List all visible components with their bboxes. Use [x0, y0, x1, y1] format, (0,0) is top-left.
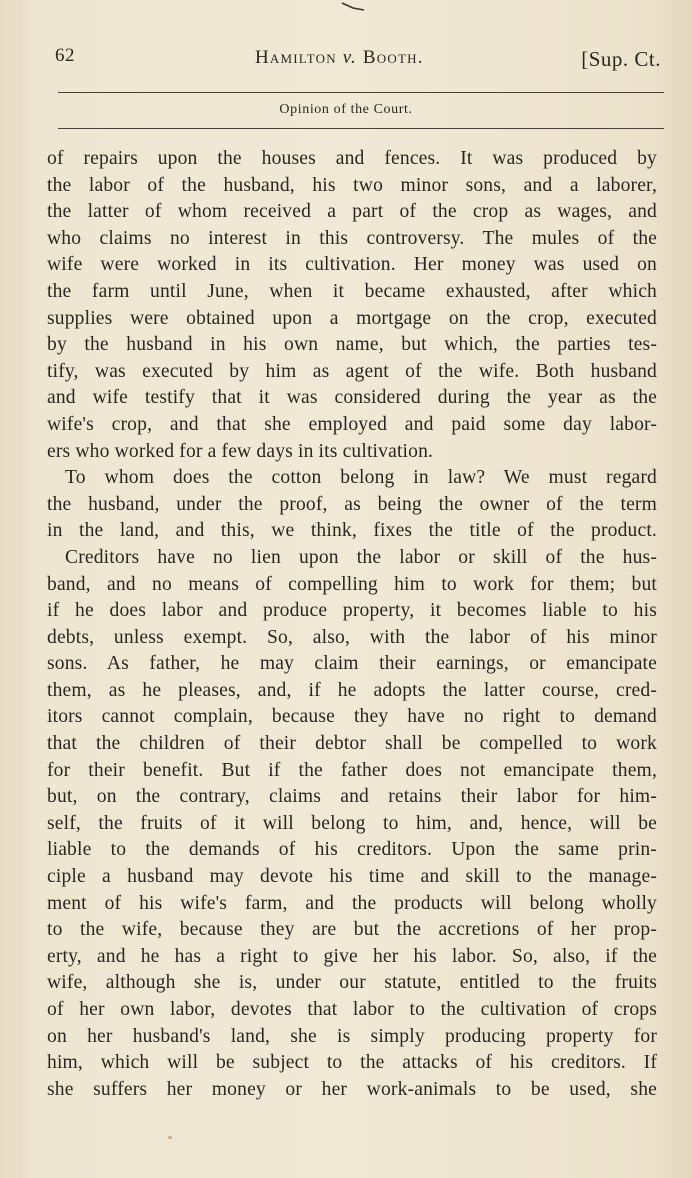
text-line: supplies were obtained upon a mortgage on the crop, executed	[47, 307, 657, 329]
paragraph-start-line: Creditors have no lien upon the labor or skill of the hus-	[65, 546, 657, 568]
opinion-text	[47, 146, 657, 1103]
text-line: of her own labor, devotes that labor to the cultivation of crops	[47, 999, 657, 1020]
text-line: the latter of whom received a part of the crop as wages, and	[47, 201, 657, 223]
text-line: band, and no means of compelling him to work for them; but	[47, 573, 657, 595]
header-rule-top	[58, 92, 664, 93]
running-title	[255, 47, 424, 69]
text-line: if he does labor and produce property, it becomes liable to his	[47, 600, 657, 622]
text-line: in the land, and this, we think, fixes the title of the product.	[47, 520, 657, 542]
text-line: wife's crop, and that she employed and paid some day labor-	[47, 413, 657, 435]
text-line: to the wife, because they are but the accretions of her prop-	[47, 919, 657, 941]
court-label: [Sup. Ct.	[581, 47, 661, 71]
text-line: tify, was executed by him as agent of the wife. Both husband	[47, 360, 657, 382]
text-line: by the husband in his own name, but which, the parties tes-	[47, 334, 657, 356]
section-subheading: Opinion of the Court.	[279, 102, 413, 117]
case-party-right: Booth.	[362, 47, 424, 68]
text-line: that the children of their debtor shall be compelled to work	[47, 733, 657, 755]
text-line: the husband, under the proof, as being the owner of the term	[47, 493, 657, 515]
text-line: wife were worked in its cultivation. Her money was used on	[47, 254, 657, 276]
text-line: who claims no interest in this controversy. The mules of the	[47, 227, 657, 249]
text-line: she suffers her money or her work-animals to be used, she	[47, 1078, 657, 1100]
text-line: on her husband's land, she is simply producing property for	[47, 1025, 657, 1047]
case-versus: v.	[342, 47, 357, 68]
page-header	[55, 45, 665, 77]
header-rule-bottom	[58, 128, 664, 129]
text-line: of repairs upon the houses and fences. It was produced by	[47, 148, 657, 169]
text-line: and wife testify that it was considered during the year as the	[47, 387, 657, 409]
text-line: debts, unless exempt. So, also, with the labor of his minor	[47, 626, 657, 648]
text-line: him, which will be subject to the attacks of his creditors. If	[47, 1052, 657, 1074]
text-line: sons. As father, he may claim their earnings, or emancipate	[47, 653, 657, 675]
paragraph-start-line: To whom does the cotton belong in law? We must regard	[65, 467, 657, 489]
text-line: for their benefit. But if the father does not emancipate them,	[47, 759, 657, 781]
paper-speck	[168, 1136, 172, 1139]
text-line: ment of his wife's farm, and the products will belong wholly	[47, 892, 657, 914]
text-line: self, the fruits of it will belong to him, and, hence, will be	[47, 812, 657, 834]
text-line: ers who worked for a few days in its cultivation.	[47, 440, 434, 462]
page-number: 62	[55, 45, 75, 66]
case-party-left: Hamilton	[255, 47, 337, 68]
text-line: liable to the demands of his creditors. Upon the same prin-	[47, 839, 657, 861]
text-line: wife, although she is, under our statute, entitled to the fruits	[47, 972, 657, 994]
text-line: them, as he pleases, and, if he adopts the latter course, cred-	[47, 679, 657, 701]
text-line: but, on the contrary, claims and retains their labor for him-	[47, 786, 657, 808]
text-line: ciple a husband may devote his time and skill to the manage-	[47, 866, 657, 888]
text-line: the labor of the husband, his two minor sons, and a laborer,	[47, 174, 657, 196]
text-line: itors cannot complain, because they have no right to demand	[47, 706, 657, 728]
text-line: the farm until June, when it became exhausted, after which	[47, 280, 657, 302]
text-line: erty, and he has a right to give her his labor. So, also, if the	[47, 945, 657, 967]
top-margin-mark	[340, 2, 366, 12]
